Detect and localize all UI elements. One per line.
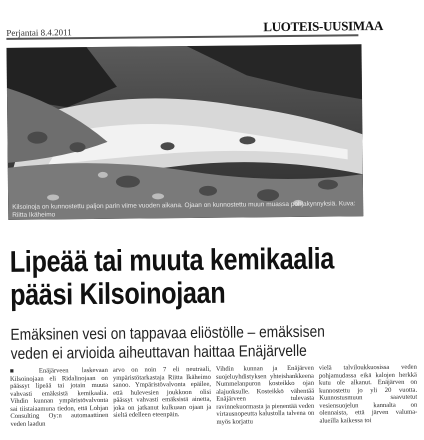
article-headline — [10, 242, 359, 312]
headline-line-1: Lipeää tai muuta kemikaalia — [9, 242, 335, 279]
body-column-4: vielä talviloukkuosissa veden pohjamudassa eikä kalojen herkkä kutu ole alkanut. Enäjärven on kunnostettu jo yli 20 vuotta. Kunnostusmuun saavutetut vesiensuojelun kannalta on olennaista, että järven valuma-alueilla kaikessa toi — [318, 363, 418, 425]
body-column-2: arvo on noin 7 eli neutraali, ympäristötarkastaja Riitta Ikäheimo sanoo. Ympäristövalvonta epäilee, että hulevesien joukkoon olisi päässyt vahvasti emäksistä ainetta, joka on jatkanut kulkuaan ojaan ja sieltä edelleen eteenpäin. — [112, 365, 212, 419]
body-column-3: Vihdin kunnan ja Enäjärven suojeluyhdistyksen yhteishankkeena Nummelanpuron kosteikko ojan alajuoksulle. Kosteikkö vähentää Enäjärveen tulevasta ravinnekuormasta ja pienentää veden virtausnopeutta kalustolla talvena on myös korjattu — [215, 364, 315, 426]
body-column-1 — [10, 367, 109, 440]
article-photo — [7, 44, 364, 220]
article-body — [10, 364, 423, 440]
headline-line-2: pääsi Kilsoinojaan — [9, 276, 226, 312]
body-column-1-text: Enäjärveen laskevaan Kilsoinojaan eli Ridalinojaan on päässyt lipeää tai jotain muuta vahvasti emäksistä kemikaalia. Vihdin kunnan ympäristövalvonta sai tiistaiaamuna tiedon, että Lohjan Consulting Oy:n automaattinen veden laadun — [9, 366, 109, 428]
article-subheadline: Emäksinen vesi on tappavaa eliöstölle – emäksisen veden ei arvioida aiheuttavan haittaa Enäjärvelle — [10, 323, 325, 363]
stream-photo-image — [7, 44, 364, 220]
photo-caption: Kilsoinoja on kunnostettu paljon parin viime vuoden aikana. Ojaan on kunnostettu muun muassa pohjakynnyksiä. Kuva: Riitta Ikäheimo — [12, 200, 356, 219]
issue-date: Perjantai 8.4.2011 — [6, 27, 72, 38]
newspaper-masthead: LUOTEIS-UUSIMAA — [263, 17, 384, 35]
lead-marker: ■ — [9, 367, 39, 375]
